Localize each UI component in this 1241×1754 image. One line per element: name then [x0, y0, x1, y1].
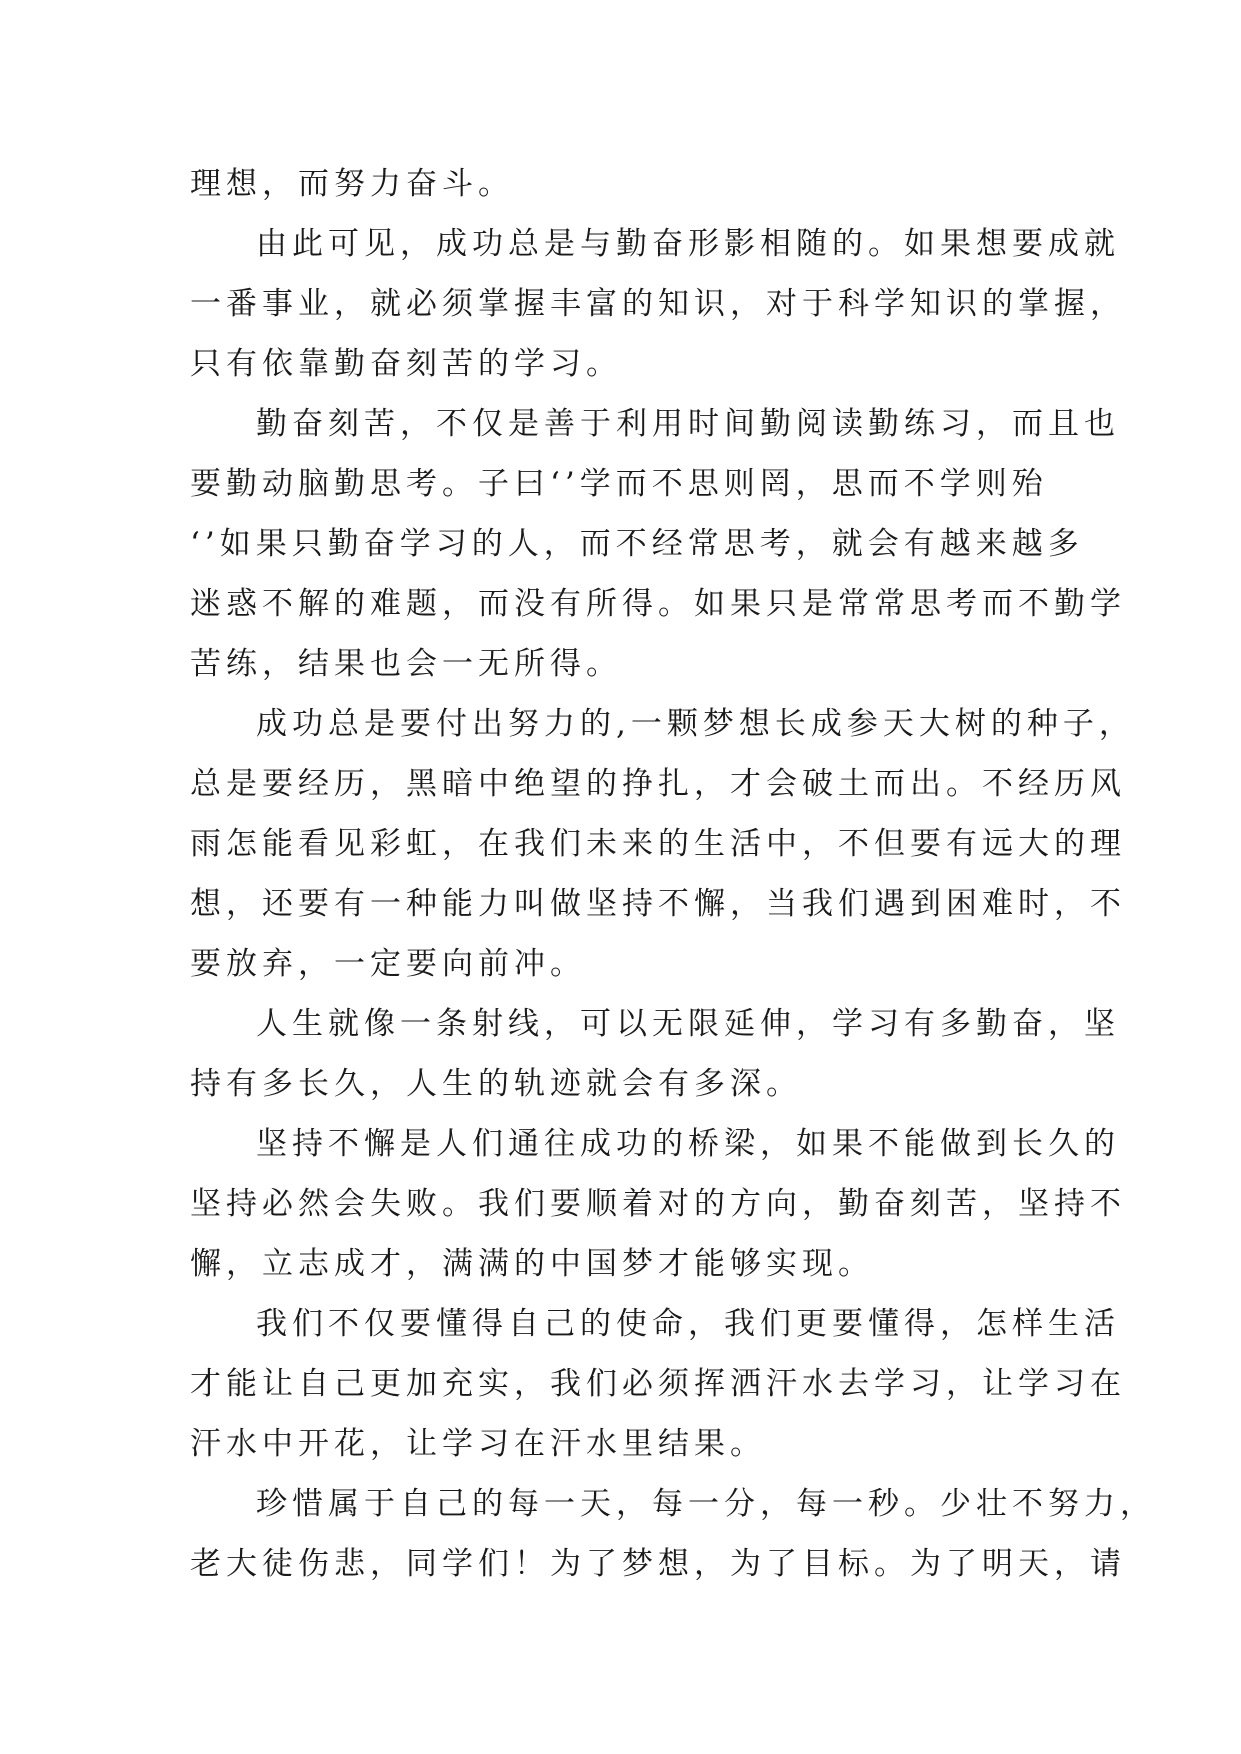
text-line: 想，还要有一种能力叫做坚持不懈，当我们遇到困难时，不: [190, 886, 1126, 922]
text-line: 懈，立志成才，满满的中国梦才能够实现。: [190, 1246, 874, 1282]
paragraph-start-line: 人生就像一条射线，可以无限延伸，学习有多勤奋，坚: [256, 1006, 1120, 1042]
text-line: 苦练，结果也会一无所得。: [190, 646, 622, 682]
text-line: 只有依靠勤奋刻苦的学习。: [190, 346, 622, 382]
text-line: 一番事业，就必须掌握丰富的知识，对于科学知识的掌握，: [190, 286, 1126, 322]
paragraph-start-line: 我们不仅要懂得自己的使命，我们更要懂得，怎样生活: [256, 1306, 1120, 1342]
paragraph-start-line: 坚持不懈是人们通往成功的桥梁，如果不能做到长久的: [256, 1126, 1120, 1162]
text-line: 迷惑不解的难题，而没有所得。如果只是常常思考而不勤学: [190, 586, 1126, 622]
paragraph-start-line: 珍惜属于自己的每一天，每一分，每一秒。少壮不努力，: [256, 1486, 1156, 1522]
text-line: 持有多长久，人生的轨迹就会有多深。: [190, 1066, 802, 1102]
text-line: 总是要经历，黑暗中绝望的挣扎，才会破土而出。不经历风: [190, 766, 1126, 802]
paragraph-start-line: 由此可见，成功总是与勤奋形影相随的。如果想要成就: [256, 226, 1120, 262]
paragraph-start-line: 成功总是要付出努力的,一颗梦想长成参天大树的种子，: [256, 706, 1135, 742]
paragraph-start-line: 勤奋刻苦，不仅是善于利用时间勤阅读勤练习，而且也: [256, 406, 1120, 442]
text-line: 理想，而努力奋斗。: [190, 166, 514, 202]
text-line: ‘’如果只勤奋学习的人，而不经常思考，就会有越来越多: [190, 526, 1084, 562]
text-line: 要放弃，一定要向前冲。: [190, 946, 586, 982]
text-line: 老大徒伤悲，同学们！为了梦想，为了目标。为了明天，请: [190, 1546, 1126, 1582]
text-line: 要勤动脑勤思考。子曰‘’学而不思则罔，思而不学则殆: [190, 466, 1048, 502]
text-line: 才能让自己更加充实，我们必须挥洒汗水去学习，让学习在: [190, 1366, 1126, 1402]
text-line: 坚持必然会失败。我们要顺着对的方向，勤奋刻苦，坚持不: [190, 1186, 1126, 1222]
body-text: [190, 154, 1156, 1594]
text-line: 雨怎能看见彩虹，在我们未来的生活中，不但要有远大的理: [190, 826, 1126, 862]
text-line: 汗水中开花，让学习在汗水里结果。: [190, 1426, 766, 1462]
